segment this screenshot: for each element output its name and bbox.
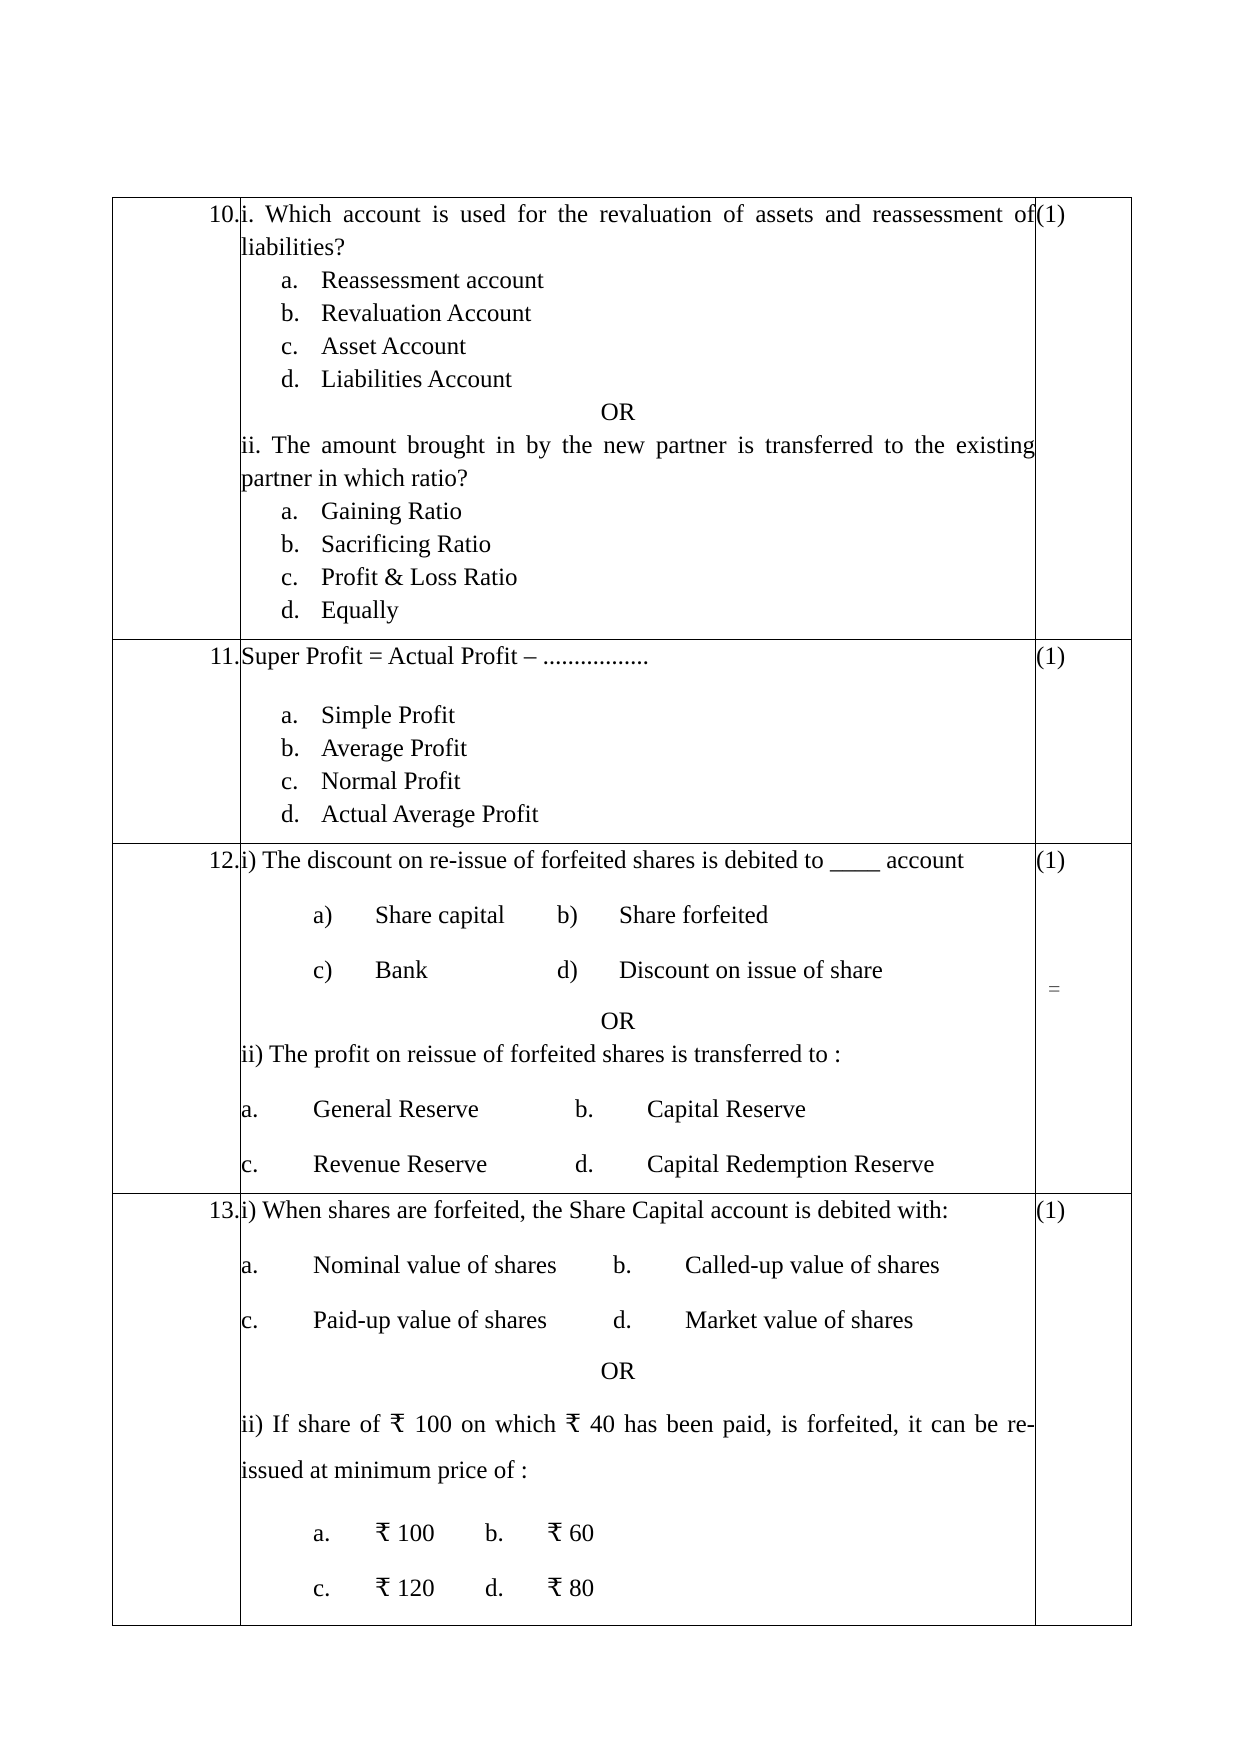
option-letter: b. — [485, 1519, 504, 1547]
option-letter: b. — [281, 531, 300, 558]
option-letter: a. — [281, 267, 299, 294]
option-text: Revenue Reserve — [313, 1151, 488, 1178]
option-letter: c. — [313, 1574, 331, 1602]
option-letter: a) — [313, 902, 333, 929]
option-row — [241, 1249, 1035, 1282]
table-row — [113, 640, 1132, 844]
list-item — [281, 330, 1035, 363]
option-text: ₹ 120 — [375, 1574, 435, 1602]
option-text: Profit & Loss Ratio — [321, 564, 518, 591]
option-row — [241, 1148, 1035, 1181]
option-row — [241, 1304, 1035, 1337]
question-body-cell — [241, 1194, 1036, 1626]
option-letter: c. — [281, 768, 299, 795]
option-list — [241, 699, 1035, 831]
list-item — [281, 363, 1035, 396]
option-letter: c. — [281, 564, 299, 591]
option-text: Nominal value of shares — [313, 1252, 557, 1279]
option-letter: b. — [281, 735, 300, 762]
option-letter: b) — [557, 902, 578, 929]
or-separator: OR — [600, 1008, 636, 1035]
option-text: Sacrificing Ratio — [321, 531, 492, 558]
or-separator: OR — [600, 1358, 636, 1385]
option-text: Normal Profit — [321, 768, 461, 795]
question-number: 13. — [208, 1197, 240, 1224]
list-item — [281, 798, 1035, 831]
option-row — [241, 1572, 1035, 1605]
marks-value: (1) — [1036, 643, 1066, 670]
option-letter: c) — [313, 957, 333, 984]
list-item — [281, 594, 1035, 627]
option-letter: c. — [281, 333, 299, 360]
option-letter: a. — [241, 1096, 259, 1123]
question-stem-part-i: i. Which account is used for the revaluation of assets and reassessment of liabilities? — [241, 201, 1035, 261]
question-stem-part-ii: ii. The amount brought in by the new partner is transferred to the existing partner in which ratio? — [241, 432, 1035, 492]
option-text: Reassessment account — [321, 267, 544, 294]
option-letter: d) — [557, 957, 578, 984]
or-separator: OR — [600, 399, 636, 426]
question-number-cell — [113, 640, 241, 844]
option-letter: a. — [241, 1252, 259, 1279]
option-letter: b. — [281, 300, 300, 327]
option-letter: b. — [613, 1252, 632, 1279]
option-text: ₹ 60 — [547, 1519, 595, 1547]
question-number-cell — [113, 844, 241, 1194]
option-letter: b. — [575, 1096, 594, 1123]
list-item — [281, 732, 1035, 765]
option-letter: a. — [313, 1519, 331, 1547]
table-row — [113, 198, 1132, 640]
option-letter: d. — [281, 366, 300, 393]
list-item — [281, 495, 1035, 528]
option-row — [241, 1093, 1035, 1126]
marks-cell — [1036, 844, 1132, 1194]
option-text: ₹ 100 — [375, 1519, 435, 1547]
option-row — [241, 899, 1035, 932]
question-stem-part-i: i) The discount on re-issue of forfeited shares is debited to ____ account — [241, 847, 964, 874]
list-item — [281, 699, 1035, 732]
question-number: 11. — [209, 643, 240, 670]
option-text: Liabilities Account — [321, 366, 512, 393]
marks-cell — [1036, 198, 1132, 640]
table-row — [113, 844, 1132, 1194]
question-stem-part-ii: ii) The profit on reissue of forfeited shares is transferred to : — [241, 1041, 842, 1068]
option-list-part-ii — [241, 495, 1035, 627]
option-letter: d. — [281, 597, 300, 624]
list-item — [281, 561, 1035, 594]
option-text: Paid-up value of shares — [313, 1307, 547, 1334]
marks-value: (1) — [1036, 847, 1066, 874]
question-stem-part-i: i) When shares are forfeited, the Share Capital account is debited with: — [241, 1197, 949, 1224]
list-item — [281, 765, 1035, 798]
option-text: Bank — [375, 957, 428, 984]
option-letter: a. — [281, 702, 299, 729]
question-number: 12. — [208, 847, 240, 874]
question-number-cell — [113, 1194, 241, 1626]
option-text: ₹ 80 — [547, 1574, 595, 1602]
option-text: Called-up value of shares — [685, 1252, 940, 1279]
option-text: Asset Account — [321, 333, 467, 360]
option-text: Market value of shares — [685, 1307, 914, 1334]
marks-cell — [1036, 640, 1132, 844]
question-number: 10. — [208, 201, 240, 228]
marks-cell — [1036, 1194, 1132, 1626]
list-item — [281, 297, 1035, 330]
list-item — [281, 528, 1035, 561]
question-stem: Super Profit = Actual Profit – ................. — [241, 643, 649, 670]
question-body-cell — [241, 198, 1036, 640]
option-text: Equally — [321, 597, 399, 624]
question-stem-part-ii: ii) If share of ₹ 100 on which ₹ 40 has been paid, is forfeited, it can be re-issued at minimum price of : — [241, 1411, 1035, 1485]
question-body-cell — [241, 640, 1036, 844]
option-text: Average Profit — [321, 735, 468, 762]
questions-table — [112, 197, 1132, 1626]
option-text: Share forfeited — [619, 902, 769, 929]
list-item — [281, 264, 1035, 297]
option-text: Capital Redemption Reserve — [647, 1151, 935, 1178]
option-letter: a. — [281, 498, 299, 525]
option-text: Gaining Ratio — [321, 498, 462, 525]
marks-stray-mark: = — [1048, 976, 1061, 1001]
option-text: Share capital — [375, 902, 505, 929]
option-letter: d. — [613, 1307, 632, 1334]
option-text: Capital Reserve — [647, 1096, 806, 1123]
question-number-cell — [113, 198, 241, 640]
option-row — [241, 1517, 1035, 1550]
question-body-cell — [241, 844, 1036, 1194]
option-letter: d. — [281, 801, 300, 828]
marks-value: (1) — [1036, 201, 1066, 228]
option-text: General Reserve — [313, 1096, 479, 1123]
option-row — [241, 954, 1035, 987]
option-text: Revaluation Account — [321, 300, 532, 327]
option-list-part-i — [241, 264, 1035, 396]
option-letter: c. — [241, 1307, 259, 1334]
option-text: Discount on issue of share — [619, 957, 883, 984]
table-row — [113, 1194, 1132, 1626]
option-text: Simple Profit — [321, 702, 456, 729]
option-letter: d. — [485, 1574, 504, 1602]
option-text: Actual Average Profit — [321, 801, 539, 828]
option-letter: c. — [241, 1151, 259, 1178]
option-letter: d. — [575, 1151, 594, 1178]
marks-value: (1) — [1036, 1197, 1066, 1224]
